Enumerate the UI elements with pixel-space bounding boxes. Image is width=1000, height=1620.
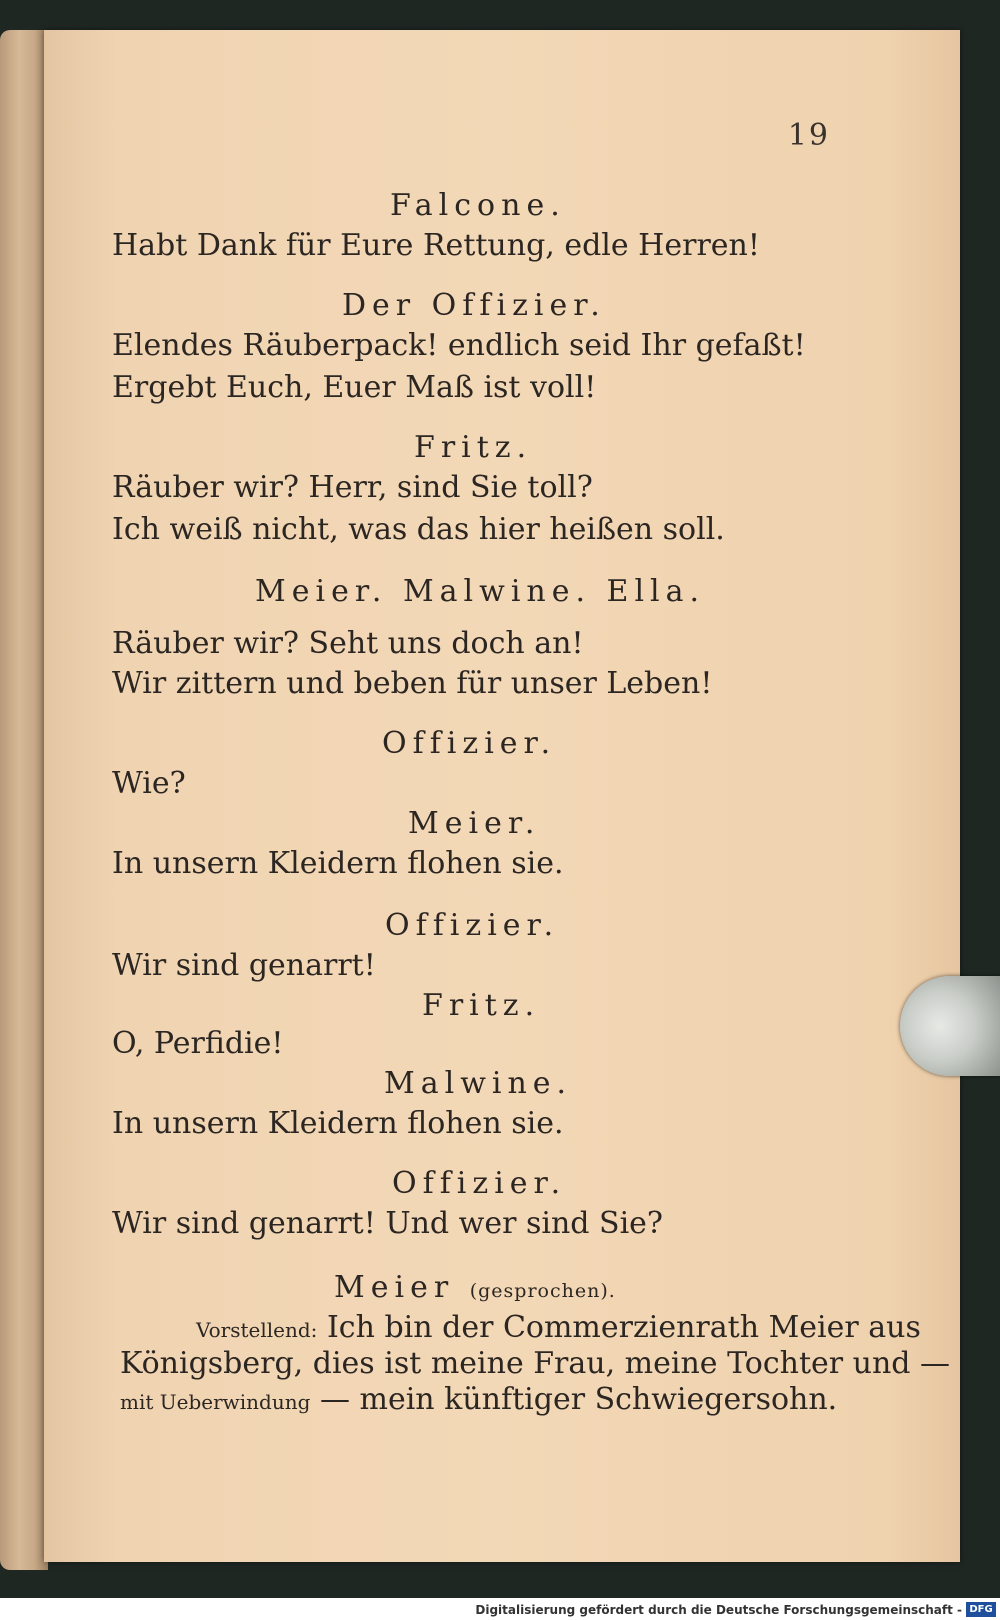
speaker-offizier: Der Offizier.: [342, 288, 606, 323]
text-line: Elendes Räuberpack! endlich seid Ihr gefaßt!: [112, 328, 806, 363]
speaker-falcone: Falcone.: [390, 188, 566, 223]
footer-credit: Digitalisierung gefördert durch die Deutsche Forschungsgemeinschaft -: [475, 1603, 962, 1617]
book-spine: [0, 30, 48, 1570]
speaker-name: Meier: [334, 1270, 455, 1305]
text-line: In unsern Kleidern flohen sie.: [112, 1106, 564, 1141]
speaker-meier: Meier.: [408, 806, 541, 841]
text-line: Ich weiß nicht, was das hier heißen soll.: [112, 512, 725, 547]
speaker-offizier: Offizier.: [382, 726, 557, 761]
text-line: O, Perfidie!: [112, 1026, 284, 1061]
dfg-logo: DFG: [966, 1602, 996, 1617]
text-line: Wir sind genarrt! Und wer sind Sie?: [112, 1206, 664, 1241]
text-line: Königsberg, dies ist meine Frau, meine Tochter und —: [120, 1346, 951, 1381]
text-line: Räuber wir? Seht uns doch an!: [112, 626, 584, 661]
text-line: Wir sind genarrt!: [112, 948, 376, 983]
text-line: [196, 1310, 921, 1345]
stage-direction: Vorstellend:: [196, 1318, 318, 1342]
line-text: — mein künftiger Schwiegersohn.: [319, 1382, 838, 1417]
text-line: [120, 1382, 838, 1417]
text-line: Wir zittern und beben für unser Leben!: [112, 666, 713, 701]
speaker-group: Meier. Malwine. Ella.: [255, 574, 706, 609]
text-line: In unsern Kleidern flohen sie.: [112, 846, 564, 881]
speaker-offizier: Offizier.: [385, 908, 560, 943]
speaker-note: (gesprochen).: [469, 1280, 616, 1302]
stage-direction: mit Ueberwindung: [120, 1390, 311, 1414]
text-line: Räuber wir? Herr, sind Sie toll?: [112, 470, 593, 505]
speaker-fritz: Fritz.: [422, 988, 541, 1023]
speaker-offizier: Offizier.: [392, 1166, 567, 1201]
text-line: Wie?: [112, 766, 186, 801]
text-line: Habt Dank für Eure Rettung, edle Herren!: [112, 228, 760, 263]
page-clip: [900, 976, 1000, 1076]
speaker-meier-spoken: [334, 1270, 616, 1305]
text-line: Ergebt Euch, Euer Maß ist voll!: [112, 370, 597, 405]
line-text: Ich bin der Commerzienrath Meier aus: [326, 1310, 921, 1345]
footer-bar: [0, 1598, 1000, 1620]
speaker-fritz: Fritz.: [414, 430, 533, 465]
page-number: 19: [787, 118, 830, 153]
speaker-malwine: Malwine.: [384, 1066, 573, 1101]
